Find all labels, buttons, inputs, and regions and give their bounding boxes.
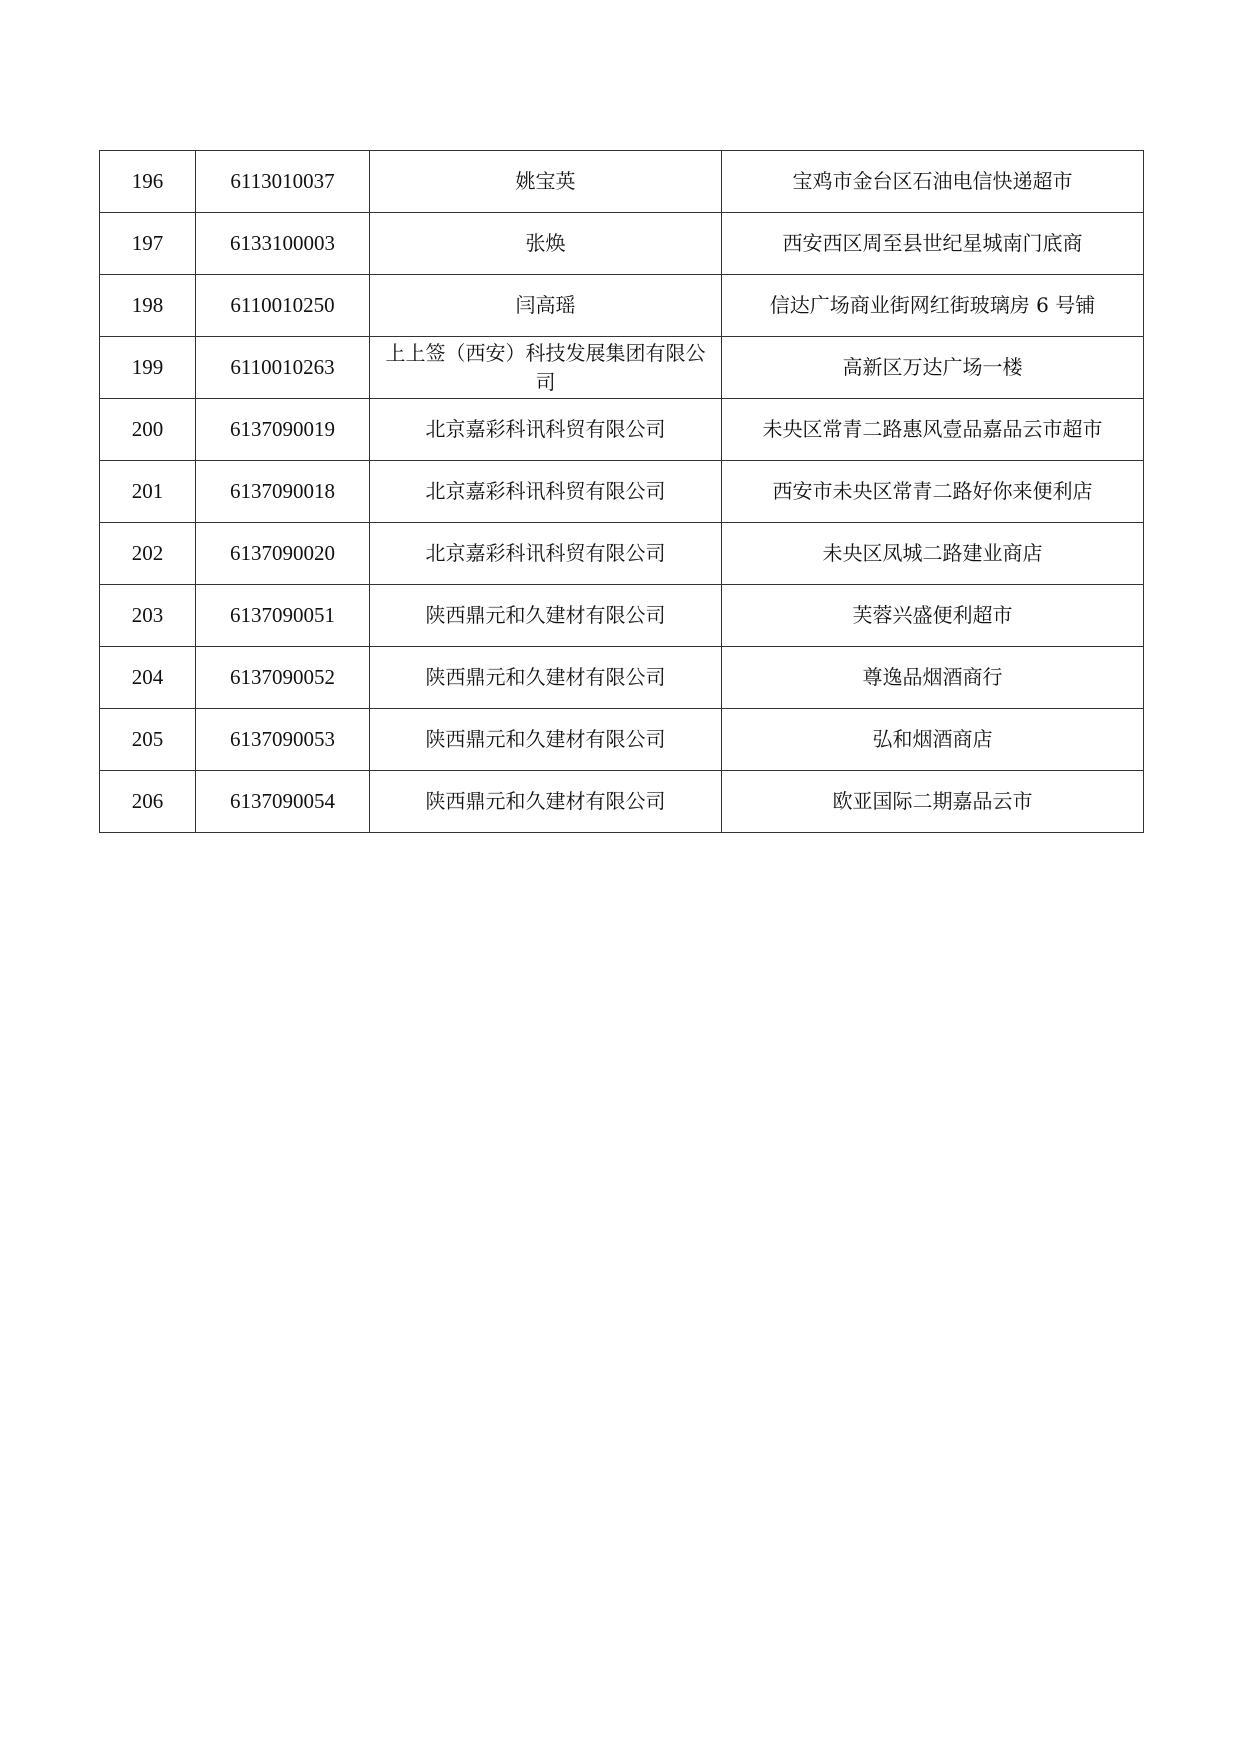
owner-name: 张焕 xyxy=(370,213,722,275)
row-number: 201 xyxy=(100,461,196,523)
outlet-address: 西安市未央区常青二路好你来便利店 xyxy=(722,461,1144,523)
row-number: 199 xyxy=(100,337,196,399)
outlet-address: 西安西区周至县世纪星城南门底商 xyxy=(722,213,1144,275)
outlet-code: 6137090019 xyxy=(196,399,370,461)
outlet-address: 未央区凤城二路建业商店 xyxy=(722,523,1144,585)
outlet-address: 信达广场商业街网红街玻璃房 6 号铺 xyxy=(722,275,1144,337)
table-row xyxy=(100,399,1144,461)
owner-name: 北京嘉彩科讯科贸有限公司 xyxy=(370,399,722,461)
row-number: 198 xyxy=(100,275,196,337)
outlet-code: 6137090053 xyxy=(196,709,370,771)
row-number: 200 xyxy=(100,399,196,461)
outlet-address: 欧亚国际二期嘉品云市 xyxy=(722,771,1144,833)
table-row xyxy=(100,213,1144,275)
outlet-code: 6110010263 xyxy=(196,337,370,399)
outlet-code: 6137090051 xyxy=(196,585,370,647)
table-row xyxy=(100,275,1144,337)
outlet-code: 6137090020 xyxy=(196,523,370,585)
table-row xyxy=(100,337,1144,399)
owner-name: 陕西鼎元和久建材有限公司 xyxy=(370,771,722,833)
table-row xyxy=(100,151,1144,213)
owner-name: 陕西鼎元和久建材有限公司 xyxy=(370,709,722,771)
owner-name: 陕西鼎元和久建材有限公司 xyxy=(370,585,722,647)
owner-name: 上上签（西安）科技发展集团有限公司 xyxy=(370,337,722,399)
table-row xyxy=(100,523,1144,585)
outlet-code: 6113010037 xyxy=(196,151,370,213)
outlet-address: 未央区常青二路惠风壹品嘉品云市超市 xyxy=(722,399,1144,461)
row-number: 196 xyxy=(100,151,196,213)
outlet-table xyxy=(99,150,1144,833)
outlet-code: 6133100003 xyxy=(196,213,370,275)
row-number: 197 xyxy=(100,213,196,275)
table-row xyxy=(100,585,1144,647)
table-row xyxy=(100,461,1144,523)
table-row xyxy=(100,647,1144,709)
outlet-address: 宝鸡市金台区石油电信快递超市 xyxy=(722,151,1144,213)
outlet-table-body xyxy=(100,151,1144,833)
outlet-address: 芙蓉兴盛便利超市 xyxy=(722,585,1144,647)
outlet-code: 6110010250 xyxy=(196,275,370,337)
owner-name: 闫高瑶 xyxy=(370,275,722,337)
outlet-address: 尊逸品烟酒商行 xyxy=(722,647,1144,709)
owner-name: 北京嘉彩科讯科贸有限公司 xyxy=(370,461,722,523)
row-number: 202 xyxy=(100,523,196,585)
outlet-address: 高新区万达广场一楼 xyxy=(722,337,1144,399)
owner-name: 姚宝英 xyxy=(370,151,722,213)
owner-name: 陕西鼎元和久建材有限公司 xyxy=(370,647,722,709)
table-row xyxy=(100,709,1144,771)
row-number: 206 xyxy=(100,771,196,833)
outlet-address: 弘和烟酒商店 xyxy=(722,709,1144,771)
outlet-code: 6137090054 xyxy=(196,771,370,833)
row-number: 203 xyxy=(100,585,196,647)
row-number: 205 xyxy=(100,709,196,771)
outlet-code: 6137090018 xyxy=(196,461,370,523)
table-row xyxy=(100,771,1144,833)
outlet-code: 6137090052 xyxy=(196,647,370,709)
row-number: 204 xyxy=(100,647,196,709)
owner-name: 北京嘉彩科讯科贸有限公司 xyxy=(370,523,722,585)
